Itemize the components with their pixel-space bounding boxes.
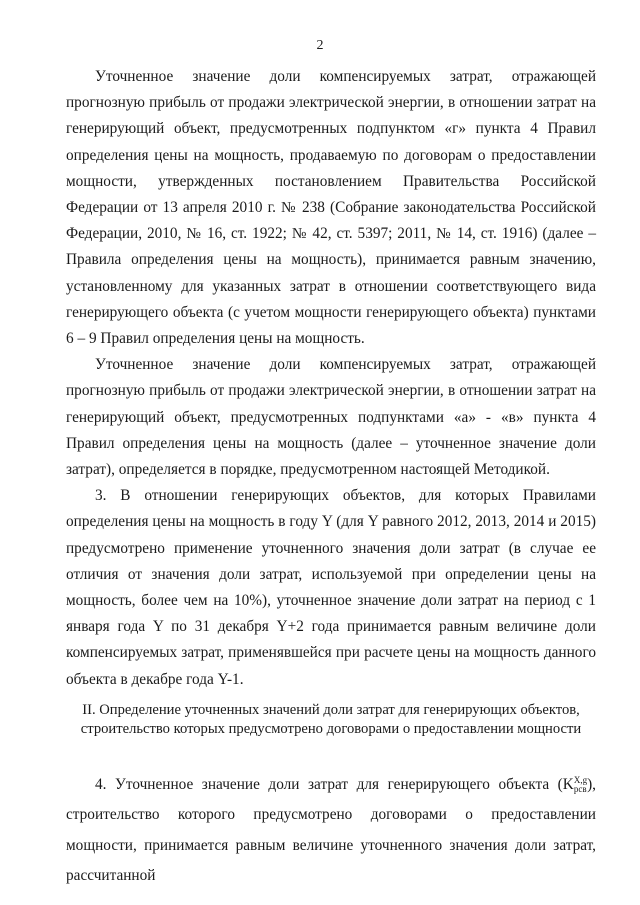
- formula-symbol-subscript: рсв: [573, 784, 587, 795]
- document-body: [66, 64, 596, 892]
- page-number: 2: [316, 38, 324, 53]
- paragraph-3: 3. В отношении генерирующих объектов, для которых Правилами определения цены на мощность в году Y (для Y равного 2012, 2013, 2014 и 2015) предусмотрено применение уточненного значения доли затрат (в случае ее отличия от значения доли затрат, используемой при определении цены на мощность, более чем на 10%), уточненное значение доли затрат на период с 1 января года Y по 31 декабря Y+2 года принимается равным величине доли компенсируемых затрат, применявшейся при расчете цены на мощность данного объекта в декабре года Y-1.: [66, 487, 596, 688]
- paragraph-4-end: ), строительство которого предусмотрено договорами о предоставлении мощности, принимается равным величине уточненного значения доли затрат, рассчитанной: [66, 775, 596, 885]
- section-heading: [66, 701, 596, 739]
- paragraph-2: Уточненное значение доли компенсируемых затрат, отражающей прогнозную прибыль от продажи электрической энергии, в отношении затрат на генерирующий объект, предусмотренных подпунктами «а» - «в» пункта 4 Правил определения цены на мощность (далее – уточненное значение доли затрат), определяется в порядке, предусмотренном настоящей Методикой.: [66, 356, 596, 479]
- paragraph-4: [66, 770, 596, 892]
- section-heading-line-1: II. Определение уточненных значений доли затрат для генерирующих объектов,: [82, 701, 580, 718]
- formula-symbol: [563, 776, 587, 793]
- formula-symbol-base: K: [562, 775, 574, 793]
- formula-symbol-superscript: X,g: [573, 775, 588, 786]
- section-heading-line-2: строительство которых предусмотрено договорами о предоставлении мощности: [80, 720, 582, 737]
- paragraph-1: Уточненное значение доли компенсируемых затрат, отражающей прогнозную прибыль от продажи электрической энергии, в отношении затрат на генерирующий объект, предусмотренных подпунктом «г» пункта 4 Правил определения цены на мощность, продаваемую по договорам о предоставлении мощности, утвержденных постановлением Правительства Российской Федерации от 13 апреля 2010 г. № 238 (Собрание законодательства Российской Федерации, 2010, № 16, ст. 1922; № 42, ст. 5397; 2011, № 14, ст. 1916) (далее – Правила определения цены на мощность), принимается равным значению, установленному для указанных затрат в отношении соответствующего вида генерирующего объекта (с учетом мощности генерирующего объекта) пунктами 6 – 9 Правил определения цены на мощность.: [66, 68, 596, 348]
- paragraph-4-start: 4. Уточненное значение доли затрат для генерирующего объекта (: [95, 775, 563, 793]
